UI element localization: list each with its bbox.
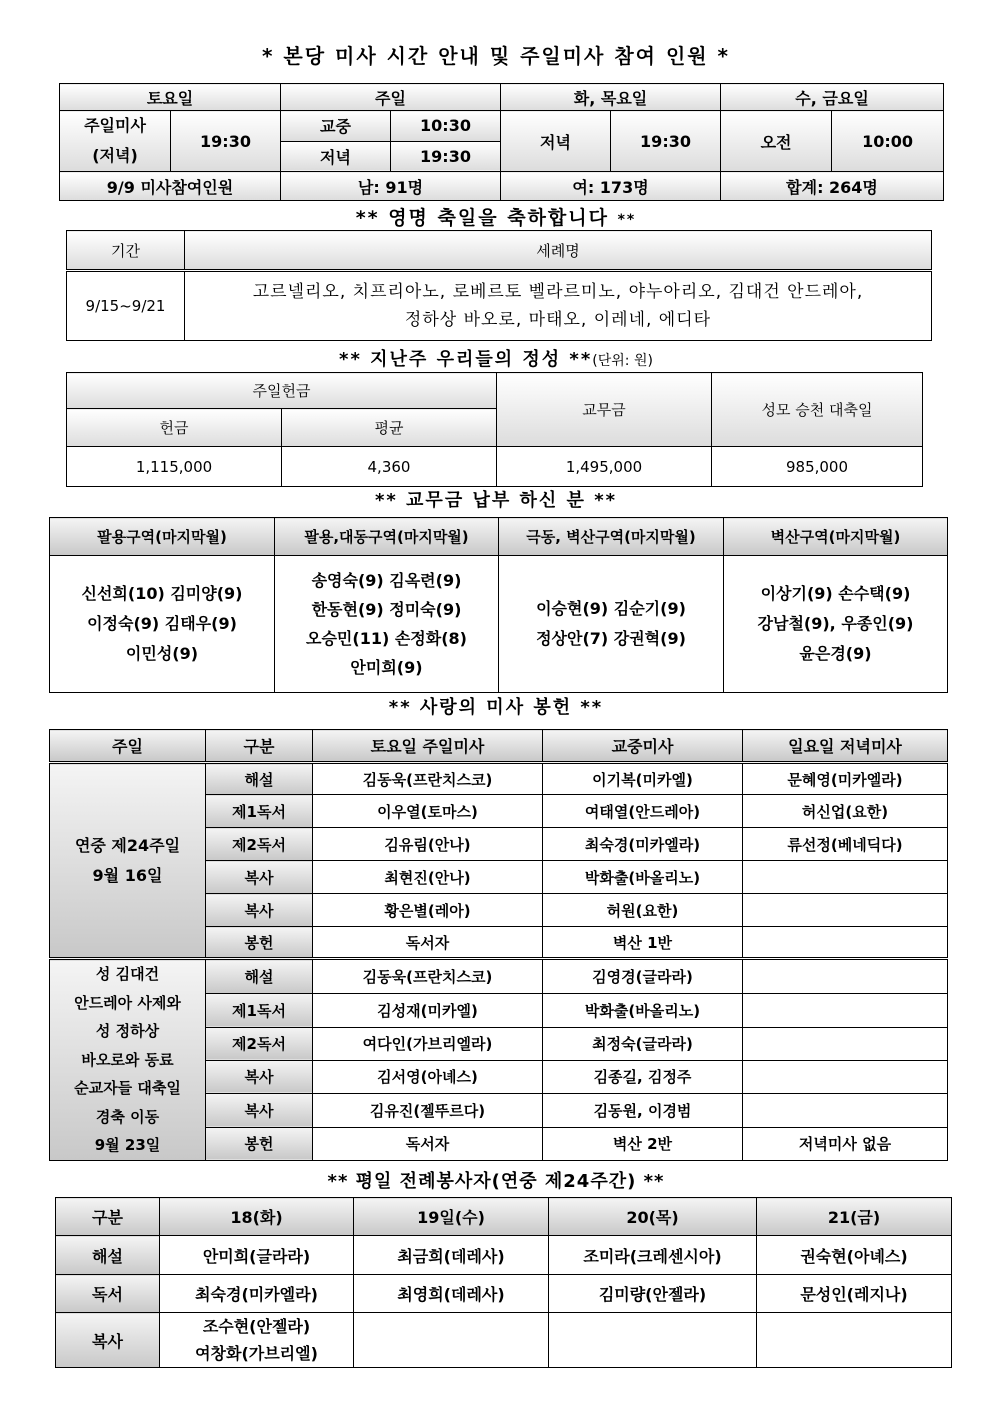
- service-cell: 벽산 1반: [543, 927, 743, 959]
- weekday-header-tue: 18(화): [160, 1198, 354, 1236]
- dues-entry: 윤은경(9): [799, 644, 872, 663]
- feast-col-names: 세례명: [185, 231, 932, 271]
- feast-title-suffix: **: [617, 212, 637, 228]
- saturday-label: [60, 111, 171, 172]
- service-role: 제1독서: [206, 993, 313, 1027]
- sunday-evening-label: 저녁: [281, 141, 391, 172]
- service-table: [49, 729, 948, 1161]
- dues-paid-title: ** 교무금 납부 하신 분 **: [374, 490, 618, 511]
- dues-entry: 오승민(11) 손정화(8): [306, 629, 467, 648]
- weekday-cell: 문성인(레지나): [757, 1275, 952, 1313]
- dues-header-3: 극동, 벽산구역(마지막월): [499, 518, 724, 556]
- service-header-role: 구분: [206, 730, 313, 763]
- week2-label-line: 바오로와 동료: [81, 1050, 174, 1069]
- saturday-time: 19:30: [171, 111, 281, 172]
- service-cell: 문혜영(미카엘라): [743, 763, 948, 795]
- dues-entry: 이민성(9): [125, 644, 199, 663]
- weekday-header-fri: 21(금): [757, 1198, 952, 1236]
- attendance-female: 여: 173명: [501, 172, 721, 201]
- service-cell: 김유림(안나): [313, 828, 543, 861]
- service-header-sunday: 주일: [50, 730, 206, 763]
- service-role: 봉헌: [206, 1127, 313, 1160]
- dues-header-2: 팔용,대동구역(마지막월): [275, 518, 499, 556]
- service-cell: 허신업(요한): [743, 795, 948, 828]
- weekday-cell: 김미량(안젤라): [549, 1275, 757, 1313]
- dues-col-1: [50, 556, 275, 693]
- service-cell: 류선정(베네딕다): [743, 828, 948, 861]
- cash-value: 1,115,000: [67, 447, 282, 487]
- dues-value: 1,495,000: [497, 447, 712, 487]
- service-role: 복사: [206, 861, 313, 894]
- feast-names-line2: 정하상 바오로, 마태오, 이레네, 에디타: [404, 310, 712, 330]
- dues-col-3: [499, 556, 724, 693]
- service-cell: [743, 894, 948, 927]
- week2-label-line: 안드레아 사제와: [74, 993, 181, 1012]
- dues-entry: 안미희(9): [350, 658, 423, 677]
- week2-label-line: 순교자들 대축일: [74, 1079, 181, 1097]
- weekday-cell: 조미라(크레센시아): [549, 1236, 757, 1275]
- header-wed-fri: 수, 금요일: [721, 84, 944, 111]
- feast-col-period: 기간: [67, 231, 185, 271]
- service-cell: 여다인(가브리엘라): [313, 1027, 543, 1060]
- dues-col-4: [724, 556, 948, 693]
- service-cell: 박화출(바올리노): [543, 861, 743, 894]
- feast-period: 9/15~9/21: [67, 271, 185, 341]
- service-role: 해설: [206, 959, 313, 994]
- avg-value: 4,360: [282, 447, 497, 487]
- sunday-gyojung-label: 교중: [281, 111, 391, 142]
- service-cell: [743, 861, 948, 894]
- saturday-label-line1: 주일미사: [84, 116, 146, 135]
- offering-title-text: ** 지난주 우리들의 정성 **: [339, 349, 593, 370]
- offering-title: [0, 345, 992, 371]
- weekday-role-commentary: 해설: [56, 1236, 160, 1275]
- assumption-header: 성모 승천 대축일: [712, 373, 923, 447]
- weekday-cell: 안미희(글라라): [160, 1236, 354, 1275]
- service-row: [50, 959, 948, 994]
- week2-label-line: 성 정하상: [95, 1022, 160, 1040]
- service-role: 해설: [206, 763, 313, 795]
- week2-label: [50, 959, 206, 1161]
- service-role: 제1독서: [206, 795, 313, 828]
- dues-entry: 정상안(7) 강권혁(9): [536, 629, 686, 648]
- mass-times-table: [59, 83, 944, 201]
- dues-header-4: 벽산구역(마지막월): [724, 518, 948, 556]
- service-cell: 독서자: [313, 1127, 543, 1160]
- service-role: 제2독서: [206, 828, 313, 861]
- weekday-cell: [354, 1313, 549, 1368]
- service-cell: 김서영(아녜스): [313, 1060, 543, 1093]
- service-cell: [743, 1027, 948, 1060]
- altar-server-2: 여창화(가브리엘): [195, 1344, 318, 1363]
- altar-server-1: 조수현(안젤라): [202, 1317, 311, 1336]
- weekday-header-role: 구분: [56, 1198, 160, 1236]
- service-role: 복사: [206, 894, 313, 927]
- attendance-total: 합계: 264명: [721, 172, 944, 201]
- wed-fri-label: 오전: [721, 111, 832, 172]
- service-cell: 김성재(미카엘): [313, 993, 543, 1027]
- service-cell: 이우열(토마스): [313, 795, 543, 828]
- avg-header: 평균: [282, 409, 497, 447]
- service-cell: [743, 927, 948, 959]
- dues-entry: 이상기(9) 손수택(9): [760, 584, 911, 603]
- dues-entry: 한동현(9) 정미숙(9): [311, 600, 462, 619]
- offering-unit: (단위: 원): [592, 353, 653, 369]
- week1-label: [50, 763, 206, 959]
- weekday-role-altar: 복사: [56, 1313, 160, 1368]
- service-header-saturday: 토요일 주일미사: [313, 730, 543, 763]
- weekday-cell: 최영희(데레사): [354, 1275, 549, 1313]
- service-cell: 저녁미사 없음: [743, 1127, 948, 1160]
- wed-fri-time: 10:00: [832, 111, 944, 172]
- attendance-label: 9/9 미사참여인원: [60, 172, 281, 201]
- service-cell: [743, 1060, 948, 1093]
- weekday-cell: 권숙현(아녜스): [757, 1236, 952, 1275]
- dues-entry: 신선희(10) 김미양(9): [81, 584, 243, 603]
- service-cell: 황은별(레아): [313, 894, 543, 927]
- service-cell: 허원(요한): [543, 894, 743, 927]
- service-header-evening: 일요일 저녁미사: [743, 730, 948, 763]
- week2-label-line: 경축 이동: [95, 1107, 160, 1126]
- week2-label-line: 9월 23일: [94, 1136, 161, 1154]
- service-cell: 최숙경(미카엘라): [543, 828, 743, 861]
- assumption-value: 985,000: [712, 447, 923, 487]
- service-cell: 김종길, 김정주: [543, 1060, 743, 1093]
- service-cell: 김영경(글라라): [543, 959, 743, 994]
- dues-header-1: 팔용구역(마지막월): [50, 518, 275, 556]
- service-cell: 최현진(안나): [313, 861, 543, 894]
- tue-thu-label: 저녁: [501, 111, 611, 172]
- service-row: [50, 763, 948, 795]
- service-cell: 김유진(젤뚜르다): [313, 1093, 543, 1127]
- week1-label-line1: 연중 제24주일: [74, 835, 181, 855]
- cash-header: 헌금: [67, 409, 282, 447]
- dues-entry: 송영숙(9) 김옥련(9): [311, 571, 462, 590]
- service-role: 복사: [206, 1093, 313, 1127]
- weekday-altar-tue: [160, 1313, 354, 1368]
- service-role: 봉헌: [206, 927, 313, 959]
- service-cell: 이기복(미카엘): [543, 763, 743, 795]
- week1-label-line2: 9월 16일: [92, 865, 163, 885]
- weekday-table: [55, 1197, 952, 1368]
- dues-entry: 강남철(9), 우종인(9): [757, 614, 914, 633]
- service-cell: 독서자: [313, 927, 543, 959]
- service-cell: 김동욱(프란치스코): [313, 959, 543, 994]
- service-cell: [743, 1093, 948, 1127]
- saturday-label-line2: (저녁): [92, 146, 138, 165]
- weekday-role-reading: 독서: [56, 1275, 160, 1313]
- week2-label-line: 성 김대건: [95, 965, 160, 983]
- service-cell: 김동원, 이경범: [543, 1093, 743, 1127]
- header-tue-thu: 화, 목요일: [501, 84, 721, 111]
- service-title: ** 사랑의 미사 봉헌 **: [388, 697, 604, 718]
- service-cell: 박화출(바올리노): [543, 993, 743, 1027]
- weekday-cell: [549, 1313, 757, 1368]
- dues-entry: 이정숙(9) 김태우(9): [87, 614, 237, 633]
- weekday-cell: 최금희(데레사): [354, 1236, 549, 1275]
- weekday-header-thu: 20(목): [549, 1198, 757, 1236]
- service-cell: 최정숙(글라라): [543, 1027, 743, 1060]
- dues-entry: 이승현(9) 김순기(9): [536, 599, 686, 618]
- weekday-header-wed: 19일(수): [354, 1198, 549, 1236]
- service-role: 제2독서: [206, 1027, 313, 1060]
- header-saturday: 토요일: [60, 84, 281, 111]
- header-sunday: 주일: [281, 84, 501, 111]
- service-cell: [743, 959, 948, 994]
- feast-title-text: ** 영명 축일을 축하합니다: [355, 207, 609, 229]
- feast-names: [185, 271, 932, 341]
- service-cell: 김동욱(프란치스코): [313, 763, 543, 795]
- feast-table: [66, 230, 932, 341]
- weekday-title: ** 평일 전례봉사자(연중 제24주간) **: [327, 1171, 665, 1192]
- weekday-cell: [757, 1313, 952, 1368]
- weekday-cell: 최숙경(미카엘라): [160, 1275, 354, 1313]
- dues-col-2: [275, 556, 499, 693]
- dues-header: 교무금: [497, 373, 712, 447]
- service-cell: 여태열(안드레아): [543, 795, 743, 828]
- tue-thu-time: 19:30: [611, 111, 721, 172]
- sunday-offering-header: 주일헌금: [67, 373, 497, 409]
- feast-names-line1: 고르넬리오, 치프리아노, 로베르토 벨라르미노, 야누아리오, 김대건 안드레아,: [252, 282, 864, 302]
- attendance-male: 남: 91명: [281, 172, 501, 201]
- sunday-gyojung-time: 10:30: [391, 111, 501, 142]
- feast-title: [0, 203, 992, 230]
- service-header-gyojung: 교중미사: [543, 730, 743, 763]
- service-cell: 벽산 2반: [543, 1127, 743, 1160]
- service-cell: [743, 993, 948, 1027]
- page-title: * 본당 미사 시간 안내 및 주일미사 참여 인원 *: [261, 44, 731, 68]
- offering-table: [66, 372, 923, 487]
- dues-paid-table: [49, 517, 948, 693]
- service-role: 복사: [206, 1060, 313, 1093]
- sunday-evening-time: 19:30: [391, 141, 501, 172]
